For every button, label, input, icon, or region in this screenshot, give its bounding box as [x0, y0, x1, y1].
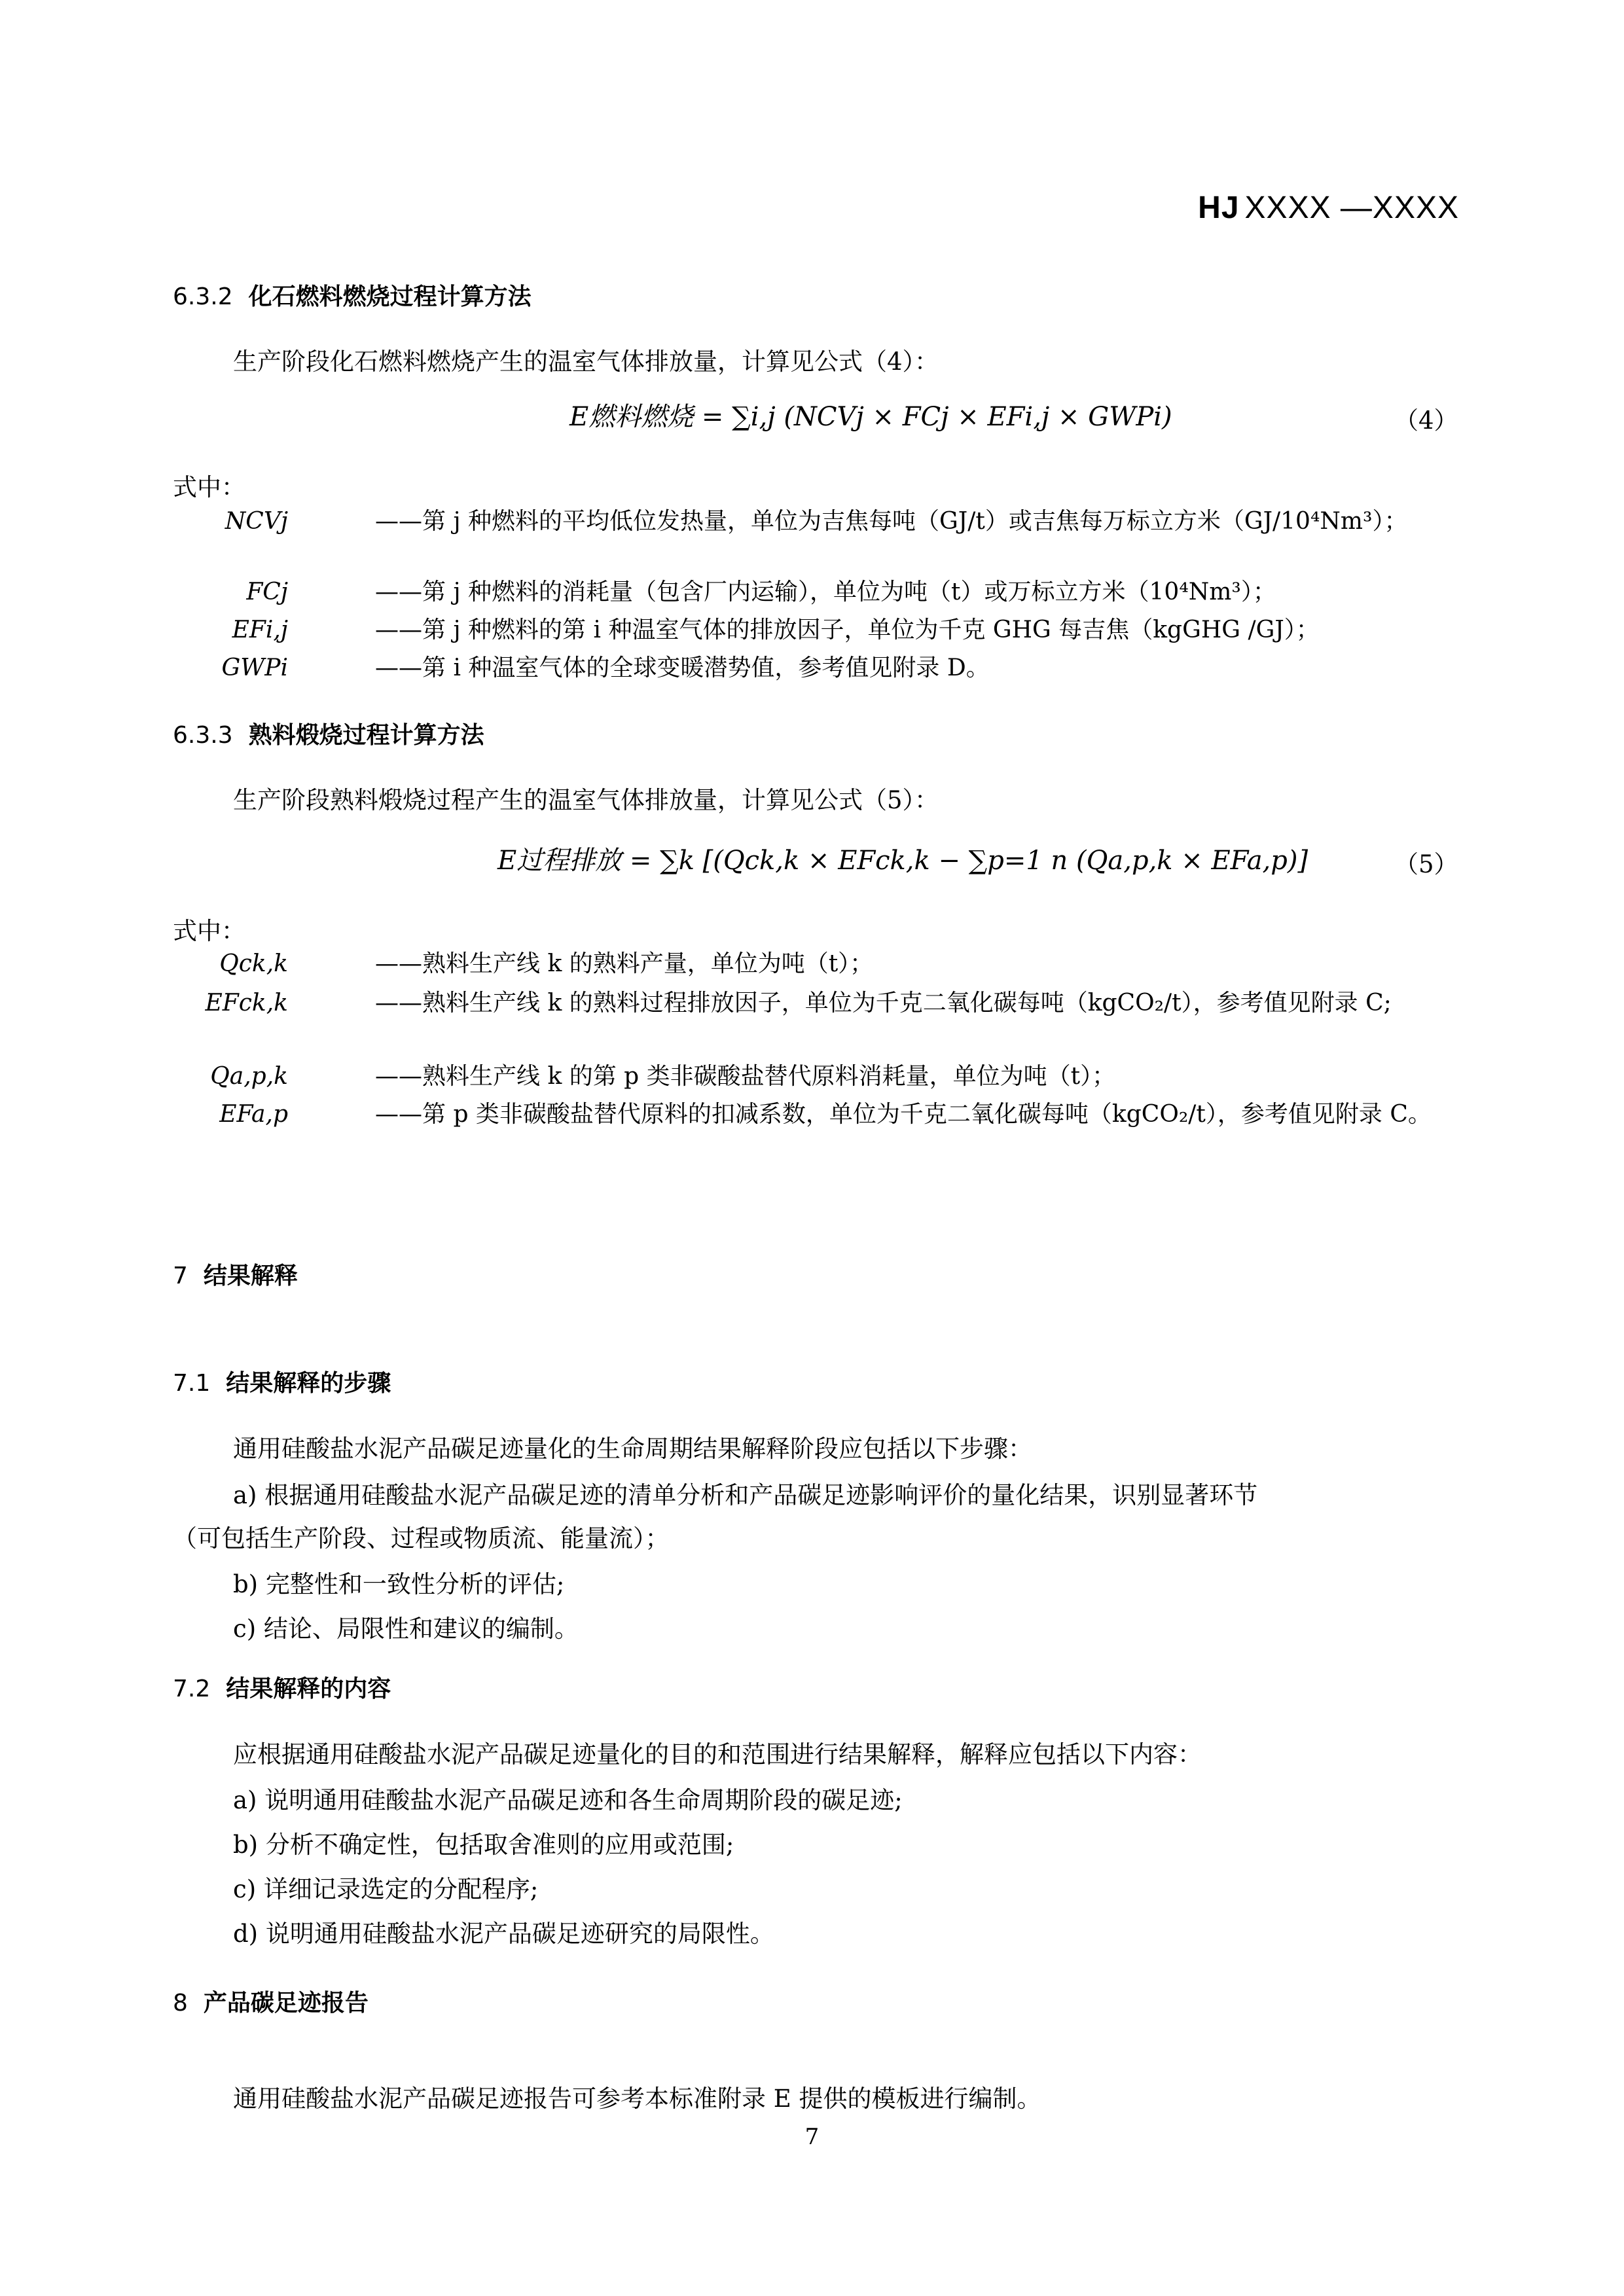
section-8-body: 通用硅酸盐水泥产品碳足迹报告可参考本标准附录 E 提供的模板进行编制。: [233, 2085, 1041, 2113]
definition-text: ——熟料生产线 k 的第 p 类非碳酸盐替代原料消耗量，单位为吨（t）；: [375, 1063, 1116, 1090]
section-heading-7-1: 7.1 结果解释的步骤: [173, 1370, 391, 1397]
formula-5: [497, 840, 1308, 877]
definition-symbol: FCj: [246, 579, 288, 605]
list-item: d) 说明通用硅酸盐水泥产品碳足迹研究的局限性。: [233, 1920, 774, 1948]
formula-4-text: E燃料燃烧 = ∑i,j (NCVj × FCj × EFi,j × GWPi): [569, 402, 1172, 432]
definition-symbol: EFi,j: [232, 617, 288, 643]
definition-text: ——第 i 种温室气体的全球变暖潜势值，参考值见附录 D。: [375, 655, 990, 681]
definition-text: ——熟料生产线 k 的熟料过程排放因子，单位为千克二氧化碳每吨（kgCO₂/t），参考值见附录 C;: [375, 990, 1392, 1016]
definition-symbol: NCVj: [225, 508, 288, 535]
definition-text: ——第 j 种燃料的平均低位发热量，单位为吉焦每吨（GJ/t）或吉焦每万标立方米（GJ/10⁴Nm³）；: [375, 508, 1408, 535]
standard-number: XXXX —XXXX: [1244, 190, 1459, 225]
list-item: b) 分析不确定性，包括取舍准则的应用或范围;: [233, 1831, 734, 1859]
definition-text: ——第 j 种燃料的第 i 种温室气体的排放因子，单位为千克 GHG 每吉焦（kgGHG /GJ）；: [375, 617, 1320, 643]
list-item: a) 根据通用硅酸盐水泥产品碳足迹的清单分析和产品碳足迹影响评价的量化结果，识别显著环节: [233, 1481, 1258, 1509]
definition-symbol: Qa,p,k: [210, 1063, 288, 1090]
list-item-continuation: （可包括生产阶段、过程或物质流、能量流）；: [173, 1524, 670, 1552]
section-6-3-3-intro: 生产阶段熟料煅烧过程产生的温室气体排放量，计算见公式（5）：: [233, 786, 939, 814]
list-item: c) 详细记录选定的分配程序;: [233, 1875, 539, 1903]
section-7-2-intro: 应根据通用硅酸盐水泥产品碳足迹量化的目的和范围进行结果解释，解释应包括以下内容：: [233, 1740, 1202, 1768]
formula-5-text: E过程排放 = ∑k [(Qck,k × EFck,k − ∑p=1 n (Qa,p,k × EFa,p)]: [497, 846, 1308, 876]
where-label-2: 式中：: [173, 917, 245, 945]
list-item: b) 完整性和一致性分析的评估;: [233, 1570, 565, 1598]
page-number: 7: [804, 2124, 820, 2150]
standard-prefix: HJ: [1198, 190, 1240, 225]
section-heading-6-3-3: 6.3.3 熟料煅烧过程计算方法: [173, 722, 484, 749]
definition-text: ——第 p 类非碳酸盐替代原料的扣减系数，单位为千克二氧化碳每吨（kgCO₂/t），参考值见附录 C。: [375, 1101, 1432, 1128]
formula-5-number: （5）: [1394, 850, 1458, 878]
section-6-3-2-intro: 生产阶段化石燃料燃烧产生的温室气体排放量，计算见公式（4）：: [233, 348, 939, 376]
definition-symbol: EFck,k: [205, 990, 288, 1016]
definition-text: ——熟料生产线 k 的熟料产量，单位为吨（t）；: [375, 950, 874, 977]
standard-code: [1198, 190, 1459, 226]
list-item: c) 结论、局限性和建议的编制。: [233, 1615, 579, 1643]
formula-4-number: （4）: [1394, 406, 1458, 435]
definition-symbol: GWPi: [221, 655, 288, 681]
definition-symbol: Qck,k: [219, 950, 288, 977]
definition-text: ——第 j 种燃料的消耗量（包含厂内运输），单位为吨（t）或万标立方米（10⁴Nm³）；: [375, 579, 1276, 605]
section-7-1-intro: 通用硅酸盐水泥产品碳足迹量化的生命周期结果解释阶段应包括以下步骤：: [233, 1435, 1032, 1463]
section-heading-6-3-2: 6.3.2 化石燃料燃烧过程计算方法: [173, 283, 532, 310]
formula-4: [569, 396, 1172, 433]
list-item: a) 说明通用硅酸盐水泥产品碳足迹和各生命周期阶段的碳足迹;: [233, 1786, 903, 1814]
section-heading-8: 8 产品碳足迹报告: [173, 1990, 369, 2017]
definition-symbol: EFa,p: [219, 1101, 288, 1128]
section-heading-7: 7 结果解释: [173, 1263, 298, 1289]
section-heading-7-2: 7.2 结果解释的内容: [173, 1676, 391, 1702]
where-label-1: 式中：: [173, 473, 245, 501]
